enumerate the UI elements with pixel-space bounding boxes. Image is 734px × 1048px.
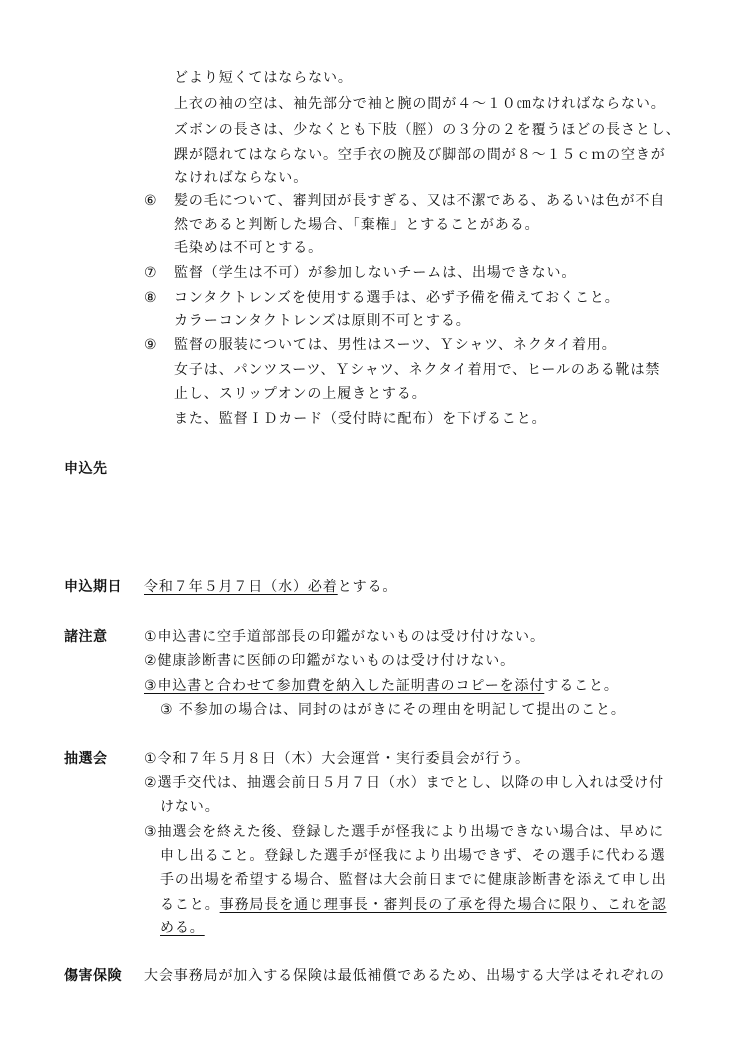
rule-item-number: ⑧ xyxy=(144,290,157,306)
rule-item-number: ⑦ xyxy=(144,265,157,281)
lottery-text: ること。 xyxy=(160,897,220,913)
lottery-line: けない。 xyxy=(160,799,220,815)
note-line: ③ 不参加の場合は、同封のはがきにその理由を明記して提出のこと。 xyxy=(160,702,626,718)
note-line xyxy=(144,676,619,696)
rule-intro-line: ズボンの長さは、少なくとも下肢（脛）の３分の２を覆うほどの長さとし、 xyxy=(174,122,681,138)
application-to-label: 申込先 xyxy=(64,461,108,477)
rule-item-line: 女子は、パンツスーツ、Ｙシャツ、ネクタイ着用で、ヒールのある靴は禁 xyxy=(174,362,661,378)
rule-item-line: コンタクトレンズを使用する選手は、必ず予備を備えておくこと。 xyxy=(174,290,620,306)
rule-item-line: 監督の服装については、男性はスーツ、Ｙシャツ、ネクタイ着用。 xyxy=(174,337,617,353)
lottery-line: ③抽選会を終えた後、登録した選手が怪我により出場できない場合は、早めに xyxy=(144,824,665,840)
deadline-text xyxy=(144,577,397,597)
notes-label: 諸注意 xyxy=(64,629,108,645)
rule-item-number: ⑥ xyxy=(144,193,157,209)
rule-item-line: 止し、スリップオンの上履きとする。 xyxy=(174,386,427,402)
lottery-label: 抽選会 xyxy=(64,751,108,767)
rule-intro-line: 踝が隠れてはならない。空手衣の腕及び脚部の間が８～１５ｃｍの空きが xyxy=(174,147,666,163)
rule-item-line: また、監督ＩＤカード（受付時に配布）を下げること。 xyxy=(174,411,547,427)
insurance-line: 大会事務局が加入する保険は最低補償であるため、出場する大学はそれぞれの xyxy=(144,968,665,984)
deadline-date: 令和７年５月７日（水）必着 xyxy=(144,579,338,595)
lottery-line: 申し出ること。登録した選手が怪我により出場できず、その選手に代わる選 xyxy=(160,848,666,864)
rule-intro-line: 上衣の袖の空は、袖先部分で袖と腕の間が４～１０㎝なければならない。 xyxy=(174,96,666,112)
deadline-label: 申込期日 xyxy=(64,579,122,595)
insurance-label: 傷害保険 xyxy=(64,968,122,984)
lottery-line: ①令和７年５月８日（木）大会運営・実行委員会が行う。 xyxy=(144,751,530,767)
rule-item-line: カラーコンタクトレンズは原則不可とする。 xyxy=(174,313,471,329)
lottery-underlined-text: める。 xyxy=(160,920,205,936)
lottery-underlined-text: 事務局長を通じ理事長・審判長の了承を得た場合に限り、これを認 xyxy=(219,897,667,913)
lottery-line xyxy=(160,918,205,938)
rule-item-line: 然であると判断した場合、「棄権」とすることがある。 xyxy=(174,217,540,233)
note-line: ①申込書に空手道部部長の印鑑がないものは受け付けない。 xyxy=(144,629,545,645)
note-line: ②健康診断書に医師の印鑑がないものは受け付けない。 xyxy=(144,653,516,669)
rule-item-number: ⑨ xyxy=(144,337,157,353)
rule-item-line: 監督（学生は不可）が参加しないチームは、出場できない。 xyxy=(174,265,577,281)
lottery-line: 手の出場を希望する場合、監督は大会前日までに健康診断書を添えて申し出 xyxy=(160,872,667,888)
rule-item-line: 毛染めは不可とする。 xyxy=(174,240,323,256)
lottery-line xyxy=(160,895,667,915)
note-text: すること。 xyxy=(544,678,619,694)
lottery-line: ②選手交代は、抽選会前日５月７日（水）までとし、以降の申し入れは受け付 xyxy=(144,775,665,791)
rule-intro-line: なければならない。 xyxy=(174,170,309,186)
rule-item-line: 髪の毛について、審判団が長すぎる、又は不潔である、あるいは色が不自 xyxy=(174,193,666,209)
note-underlined-text: ③申込書と合わせて参加費を納入した証明書のコピーを添付 xyxy=(144,678,545,694)
rule-intro-line: どより短くてはならない。 xyxy=(174,70,353,86)
deadline-suffix: とする。 xyxy=(337,579,398,595)
